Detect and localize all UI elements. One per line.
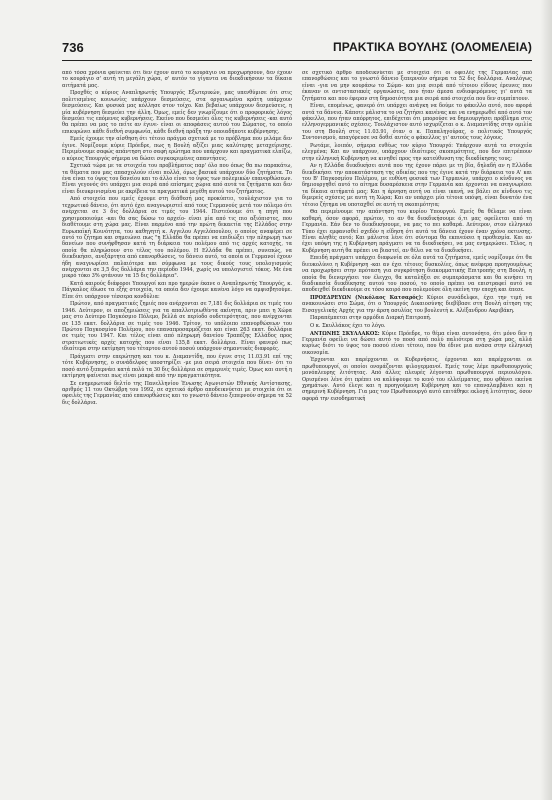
paragraph: Πρώτον, από πραγματικές ζημιές που ανέρχονται σε 7,181 δις δολλάρια σε τιμές του 1946. Δεύτερον, οι αποζημιώσεις για τα απαλλοτριωθέντα ακίνητα, πριν μπει η Χώρα μας στο Δεύτερο Παγκόσμιο Πόλεμο, βελλά σε περίοδο ουδετερότητας, που ανέρχονται σε 135 εκατ. δολλάρια σε τιμές του 1946. Τρίτον, το υπόλοιπο επανορθώσεων του Πρώτου Παγκοσμίου Πολέμου, που επαναπροσαρμόζεται και είναι 263 εκατ. δολλάρια σε τιμές του 1947. Και τέλος είναι από πληρωμή δανείου Τραπέζης Ελλάδος προς στρατιωτικές αρχές κατοχής που είναι 135,8 εκατ. δολλάρια. Είναι φανερό πως ιδιαίτερα στην εκτίμηση του τέταρτου αυτού ποσού υπάρχουν σημαντικές διαφορές. [62,301,292,353]
speaker-paragraph [302,331,532,357]
paragraph: Προχθές ο κύριος Αναπληρωτής Υπουργός Εξωτερικών, μας υπενθύμισε ότι στις πολιτισμένες κοινωνίες υπάρχουν δεσμεύσεις, στα οργανωμένα κράτη υπάρχουν δεσμεύσεις. Και φυσικά μας κόλλησε στον τοίχο. Και βεβαίως υπάρχουν δεσμεύσεις, η μία κυβέρνηση δεσμεύει την άλλη. Όμως, εμείς δεν γνωρίζουμε ότι ο προφορικός λόγος δεσμεύει τις επόμενες κυβερνήσεις. Εκείνο που δεσμεύει όλες τις κυβερνήσεις -και αυτό θα πρέπει να μας το πείτε αν έγινε- είναι οι αποφάσεις αυτού του Σώματος, το οποίο επικυρώνει κάθε διεθνή συμφωνία, κάθε διεθνή πράξη την οποιαδήποτε κυβέρνησης. [62,90,292,135]
paragraph: Ρωτάμε, λοιπόν, σήμερα ευθέως τον κύριο Υπουργό: Υπάρχουν αυτά τα στοιχεία ελεγμένα; Και αν υπάρχουν, υπάρχουν ιδιαίτερες σκοπιμότητες, που δεν επιτρέπουν στην ελληνική Κυβέρνηση να κινηθεί προς την κατεύθυνση της διεκδίκησης τους; [302,142,532,162]
paragraph: Θα περιμένουμε την απάντηση του κυρίου Υπουργού. Εμείς θα θέλαμε να είναι καθαρή, όσον αφορά, πρώτον, το αν θα διεκδικήσουμε ό,τι μας οφείλεται από τη Γερμανία. Εάν δεν το διεκδικήσουμε, να μας το πει καθαρά. Δεύτερον, στον ελληνικό Τύπο έχει εμφανισθεί σχεδόν η είδηση ότι αυτά τα δάνεια έχουν έναν χρόνο εκτινσης. Είναι αληθές αυτό; Και μάλιστα λένε ότι σύντομα θα εκπνεύσει η προθεσμία. Και αν έχει υπόψη της η Κυβέρνηση πράγματι να τα διεκδικήσει, να μας ενημερώσει. Τέλος, η Κυβέρνηση αυτή θα πρέπει να βιαστεί, αν θέλει να τα διεκδικήσει. [302,209,532,254]
left-column [62,70,292,790]
paragraph: Είναι, επομένως, φανερό ότι υπάρχει ανάγκη να δούμε το φάκελλο αυτό, που αφορά αυτά τα δάνεια. Κάποτε μάλιστα το να ζητήσει κανένας και να ενημερωθεί από αυτό τον φάκελλο, που ήταν απόρρητος, επιδέχεται ότι μπορούσε να δημιουργήσει πρόβλημα στις ελληνογερμανικές σχέσεις. Τουλάχιστον αυτό ισχυρίζεται ο κ. Διαμαντίδης στην ομιλία του στη Βουλή στις 11.03.91, όταν ο κ. Παπαληγούρας, ο πολιτικός Υπουργός Συντονισμού, απαγόρευσε να δοθεί αυτός ο φάκελλος γι' αυτούς τους λόγους. [302,103,532,142]
speech-text: Κύριε Πρόεδρε, το θέμα είναι αυτονόητο, ότι μόνο δεν η Γερμανία οφείλει να δώσει αυτό το ποσό από πολύ παλιότερα στη χώρα μας, αλλά κυρίως διότι το ύψος του ποσού είναι τέτοιο, που θα έδινε μια ανάσα στην ελληνική οικονομία. [302,330,532,356]
right-column [302,70,532,790]
speaker-paragraph [302,295,532,314]
paragraph: Παραπέμπεται στην αρμόδια Διαρκή Επιτροπή. [310,315,432,322]
running-title: ΠΡΑΚΤΙΚΑ ΒΟΥΛΗΣ (ΟΛΟΜΕΛΕΙΑ) [333,40,532,54]
header-rule [62,60,532,61]
paragraph: Ο κ. Σκυλλάκος έχει το λόγο. [310,322,386,329]
paragraph: Από στοιχεία που εμείς έχουμε στη διάθεσή μας προκύπτει, τουλάχιστον για το τεχρωτικό δάνειο, ότι αυτό έχει αναγνωριστεί από τους Γερμανούς μετά τον πόλεμο ότι ανέρχεται σε 3 δις δολλάρια σε τιμές του 1944. Πιστεύουμε ότι η πηγή που χρησιμοποιούμε -και θα σας δώσω το αρχείο- είναι μία από τις πιο αξιόπιστες, που διαθέτουμε στη χώρα μας. Είναι παρμένο από την πρώτη δεκαετία της Ελλάδος στην Ευρωπαϊκή Κοινότητα, του καθηγητή κ. Αγγελου Αγγελόπουλου, ο οποίος αναφέρει σε αυτό το ζήτημα και σημειώνει πως "η Ελλάδα θα πρέπει να επιδιώξει την πληρωμή των δανείων που συνήφθησαν κατά τη διάρκεια του πολέμου από τις αρχές κατοχής, τα οποία θα πληρώσουν στο τέλος του πολέμου. Η Ελλάδα θα πρέπει, συνεπώς, να διεκδικήσει, ανεξάρτητα από επανορθώσεις, το δάνειο αυτό, τα οποία οι Γερμανοί έχουν ήδη αναγνωρίσει παλαιότερα και σύμφωνα με τους δικούς τους υπολογισμούς ανέρχονται σε 3,5 δις δολλάρια την περίοδο 1944, χωρίς να υπολογιστεί τόκος. Με ένα μικρό τόκο 3% φτάνουν τα 15 δις δολλάρια". [62,196,292,280]
paragraph: Σε ενημερωτικό δελτίο της Πανελληνίου Ένωσης Αγωνιστών Εθνικής Αντίστασης, αριθμός 11 του Οκτώβρη του 1992, σε σχετικό άρθρο αποδεικνύεται με στοιχεία ότι οι οφειλές της Γερμανίας από επανορθώσεις και το γνωστό δάνειο ξεπερνούν σήμερα τα 52 δις δολλάρια. [62,380,292,406]
paragraph: Σχετικά τώρα με τα στοιχεία του προβλήματος παρ' όλο που όπως θα πω παρακάτω, τα θέματα που μας απασχολούν είναι πολλά, όμως βασικά υπάρχουν δύο ζητήματα. Το ένα είναι το ύψος του δανείου και το άλλο είναι το ύψος των πολεμικών επανορθώσεων. Είναι γεγονός ότι υπάρχει μια σειρά από επίσημες χώρια από αυτά τα ζητήματα και δεν είναι διευκρινισμένα με ακρίβεια τα πραγματικά μεγέθη αυτού του ζητήματος. [62,163,292,195]
paragraph: Αν η Ελλάδα διεκδικήσει αυτά που της έχουν πάρει με τη βία, δηλαδή αν η Ελλάδα διεκδικήσει την αποκατάσταση της αδικίας που της έγινε κατά την διάρκεια του Α' και του Β' Παγκοσμίου Πολέμου, με ευθύνη φυσικά των Γερμανών, υπάρχει ο κίνδυνος να δημιουργηθεί αυτό το αίτημα δυσαρέσκεια στην Γερμανία και έρχονται να αναγνωρίσει τα δίκαια αιτήματά μας; Και η άρνηση αυτή να είναι ικανή, να βάλει σε κίνδυνο τις διμερείς σχέσεις με αυτή τη Χώρα; Και αν υπάρχει μία τέτοια υπόψη, είναι δυνατόν ένα τέτοιο ζήτημα να υποταχθεί σε αυτή τη σκοπιμότητα; [302,163,532,208]
speaker-name: ΑΝΤΩΝΗΣ ΣΚΥΛΛΑΚΟΣ: [310,330,380,337]
paragraph: Επειδή πράγματι υπάρχει διαφωνία σε όλα αυτά τα ζητήματα, εμείς νομίζουμε ότι θα διευκολύνει η Κυβέρνηση -και αν έχει τέτοιες δυσκολίες, όπως ανέφερα προηγουμένως να προχωρήσει στην πρόταση για συγκρότηση διακομματικής Επιτροπής στη Βουλή, η οποία θα διενεργήσει τον έλεγχο, θα καταλήξει σε συμπεράσματα και θα κινήσει τη διαδικασία διεκδίκησης αυτού του ποσού, το οποίο πρέπει να επιστραφεί αυτό να αποδειχθεί διεκδικούμε σε τόσο καιρό που πολεμούσε όλη εκείνη την εποχή και έπεσε. [302,255,532,294]
paragraph: Πράγματι στην επερώτηση και του κ. Διαμαντίδη, που έγινε στις 11.03.91 επί της τότε Κυβέρνησης, ο συνάδελφος υποστηρίζει -με μια σειρά στοιχεία που δίνει- ότι το ποσό αυτό ξεπερνάει κατά πολύ τα 30 δις δολλάρια σε σημερινές τιμές. Όμως και αυτή η εκτίμηση φαίνεται πως είναι μακρά από την πραγματικότητα. [62,353,292,379]
page-edge-shadow [540,0,552,800]
page-header [62,40,532,58]
paragraph: Έρχονται και παρέρχονται οι Κυβερνήσεις, έρχονται και παρέρχονται οι πρωθυπουργοί, οι οποίοι ονομάζονται φιλογερμανοί. Εμείς τους λέμε πρωθυπουργούς μονόπλευρης λιτότητας. Από άλλες πλευρές λέγονται πρωθυπουργοί περιουλόγου. Ορισμένοι λένε ότι πρέπει να καλύψουμε το κενό του ελλείμματος, που φθάνει εκείνα χρημάτων. Αυτό έλεγε και η προηγούμενη Κυβέρνηση και το επαναλαμβάνει και η σημερινή Κυβέρνηση. Για μας τον Πρωθυπουργό αυτό επιτάθηκε εκλογή λιτότητας, όσον αφορά την εισοδηματική [302,357,532,402]
paragraph: σε σχετικό άρθρο αποδεικνύεται με στοιχεία ότι οι οφειλές της Γερμανίας από επανορθώσεις και το γνωστό δάνειο ξεπερνούν σήμερα τα 52 δις δολλάρια. Αναλόγως είναι -για να μην κουράσω το Σώμα- και μια σειρά από τέτοιου είδους έρευνες που έκαναν οι αντιστασιακές οργανώσεις, που ήταν άμεσα ενδιαφερόμενες γι' αυτά τα ζητήματα και που έφεραν στη δημοσιότητα μια σειρά από στοιχεία που δεν συμπίπτουν. [302,70,532,102]
speech-text: Κύριοι συνάδελφοι, έχει την τιμή να ανακοινώσει στο Σώμα, ότι ο Υπουργός Δικαιοσύνης διεβίβασε στη Βουλή αίτηση της Εισαγγελικής Αρχής για την άρση ασυλίας του βουλευτή κ. Αλέξανδρου Ακριβάκη. [302,294,532,314]
paragraph: Κατά καιρούς διάφοροι Υπουργοί και προ ημερών έκανε ο Αναπληρωτής Υπουργός, κ. Πάγκαλος έδωσε τα εξής στοιχεία, τα οποία δεν έχουμε κανένα λόγο να αμφισβητούμε. Είπε ότι υπάρχουν τέσσερα κονδύλια: [62,280,292,300]
page-number: 736 [62,40,84,55]
speaker-name: ΠΡΟΕΔΡΕΥΩΝ (Νικόλαος Κατσαρός): [310,294,423,301]
paragraph: Εμείς έχουμε την αίσθηση ότι τέτοιο πράγμα σχετικά με το πρόβλημα που μιλάμε δεν έγινε. Νομίζουμε κύριε Πρόεδρε, πως η Βουλή αξίζει μιας καλύτερης μεταχείρισης. Περιμένουμε σαφώς απάντηση στο σαφή ερώτημα που υπάρχουν και πραγματικά ελπίζω, ο κύριος Υπουργός σήμερα να δώσει συγκεκριμένες απαντήσεις. [62,136,292,162]
paragraph: από τόσα χρόνια φαίνεται ότι δεν έχουν αυτό το κουράγιο να προχωρήσουν, δεν έχουν το κουράγιο σ' αυτή τη μεγάλη χώρα, σ' αυτόν το γίγαντα να διεκδικήσουν τα δίκαια αιτήματά μας. [62,70,292,89]
